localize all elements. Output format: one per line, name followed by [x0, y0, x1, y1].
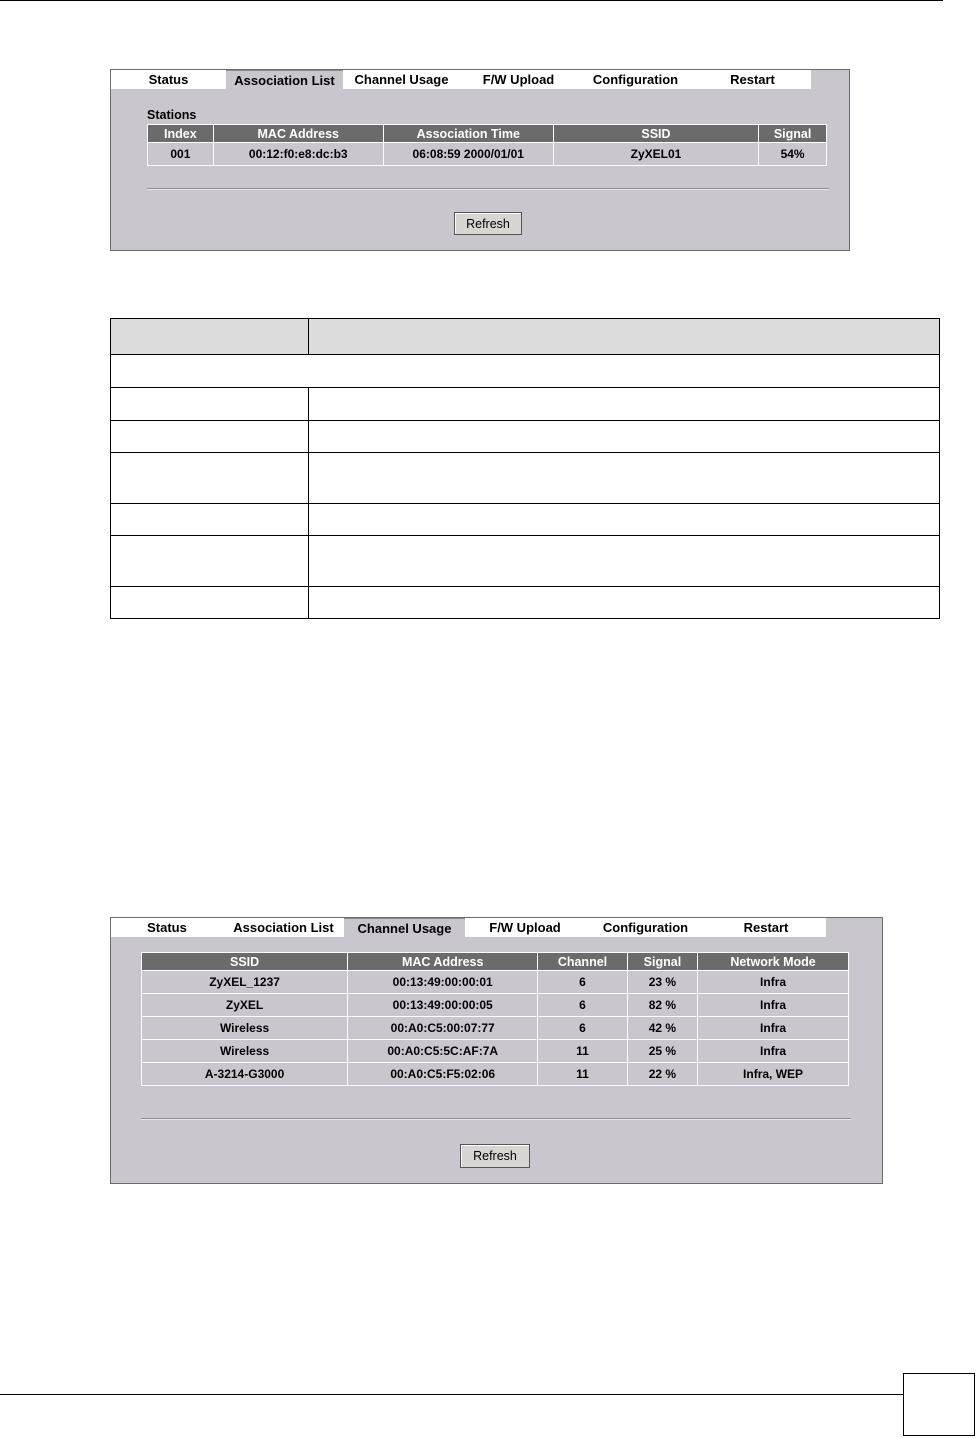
channel-usage-panel: [110, 917, 883, 1184]
tab-restart[interactable]: Restart: [694, 70, 811, 90]
tab-channel-usage[interactable]: Channel Usage: [344, 918, 465, 938]
table-cell: ZyXEL01: [554, 143, 758, 165]
table-cell: [308, 421, 939, 453]
association-list-panel: [110, 69, 850, 251]
tab-status[interactable]: Status: [111, 70, 226, 90]
table-cell: 6: [538, 994, 627, 1016]
table-row: [142, 994, 848, 1016]
table-cell: [308, 319, 939, 355]
tab-bar: [111, 70, 811, 90]
table-cell: Infra: [698, 994, 848, 1016]
tab-configuration[interactable]: Configuration: [585, 918, 706, 938]
tab-configuration[interactable]: Configuration: [577, 70, 694, 90]
table-row: [111, 587, 940, 619]
table-cell: 25 %: [628, 1040, 697, 1062]
tab-channel-usage[interactable]: Channel Usage: [343, 70, 460, 90]
table-cell: [111, 319, 309, 355]
refresh-button[interactable]: Refresh: [460, 1144, 530, 1168]
tab-fw-upload[interactable]: F/W Upload: [465, 918, 585, 938]
table-row: [142, 971, 848, 993]
table-cell: 82 %: [628, 994, 697, 1016]
table-header-row: [111, 319, 940, 355]
description-table: [110, 318, 940, 619]
table-cell: Wireless: [142, 1040, 347, 1062]
column-header: SSID: [554, 125, 758, 142]
table-cell: ZyXEL: [142, 994, 347, 1016]
table-cell: 6: [538, 1017, 627, 1039]
table-cell: 23 %: [628, 971, 697, 993]
column-header: Association Time: [384, 125, 553, 142]
column-header: MAC Address: [214, 125, 383, 142]
table-cell: Infra, WEP: [698, 1063, 848, 1085]
table-row: [111, 355, 940, 388]
table-cell: [111, 453, 309, 504]
table-row: [142, 1040, 848, 1062]
table-cell: [308, 587, 939, 619]
table-cell: 00:12:f0:e8:dc:b3: [214, 143, 383, 165]
table-row: [111, 504, 940, 536]
tab-association-list[interactable]: Association List: [223, 918, 344, 938]
table-cell: [111, 536, 309, 587]
table-row: [111, 453, 940, 504]
column-header: MAC Address: [348, 953, 537, 970]
column-header: Signal: [628, 953, 697, 970]
table-header-row: [148, 125, 826, 142]
column-header: Channel: [538, 953, 627, 970]
table-cell: [111, 587, 309, 619]
table-row: [142, 1017, 848, 1039]
table-row: [111, 421, 940, 453]
table-cell: [308, 504, 939, 536]
table-cell: 11: [538, 1063, 627, 1085]
table-cell: 22 %: [628, 1063, 697, 1085]
table-cell: A-3214-G3000: [142, 1063, 347, 1085]
tab-association-list[interactable]: Association List: [226, 70, 343, 90]
table-cell: 001: [148, 143, 213, 165]
table-cell: 00:13:49:00:00:01: [348, 971, 537, 993]
table-header-row: [142, 953, 848, 970]
stations-label: Stations: [147, 108, 197, 122]
table-cell: 00:A0:C5:00:07:77: [348, 1017, 537, 1039]
table-cell: [308, 388, 939, 421]
page-number-box: [903, 1373, 975, 1436]
table-cell: [308, 453, 939, 504]
table-cell: [111, 355, 940, 388]
refresh-button[interactable]: Refresh: [454, 212, 522, 235]
column-header: Network Mode: [698, 953, 848, 970]
table-cell: Infra: [698, 971, 848, 993]
table-row: [111, 536, 940, 587]
table-cell: 06:08:59 2000/01/01: [384, 143, 553, 165]
table-cell: [111, 504, 309, 536]
footer-rule: [0, 1394, 903, 1395]
table-cell: Infra: [698, 1017, 848, 1039]
divider: [147, 188, 829, 190]
tab-bar: [111, 918, 826, 938]
header-rule: [0, 0, 943, 1]
column-header: Index: [148, 125, 213, 142]
stations-table: [147, 124, 827, 166]
table-cell: 00:A0:C5:F5:02:06: [348, 1063, 537, 1085]
table-cell: 00:A0:C5:5C:AF:7A: [348, 1040, 537, 1062]
column-header: Signal: [759, 125, 826, 142]
table-cell: 42 %: [628, 1017, 697, 1039]
tab-status[interactable]: Status: [111, 918, 223, 938]
table-cell: [111, 421, 309, 453]
table-cell: [308, 536, 939, 587]
tab-fw-upload[interactable]: F/W Upload: [460, 70, 577, 90]
divider: [141, 1118, 851, 1120]
column-header: SSID: [142, 953, 347, 970]
table-cell: 54%: [759, 143, 826, 165]
channel-table: [141, 952, 849, 1086]
table-cell: 11: [538, 1040, 627, 1062]
table-row: [142, 1063, 848, 1085]
table-cell: Wireless: [142, 1017, 347, 1039]
table-row: [148, 143, 826, 165]
table-cell: ZyXEL_1237: [142, 971, 347, 993]
table-cell: [111, 388, 309, 421]
tab-restart[interactable]: Restart: [706, 918, 826, 938]
table-cell: Infra: [698, 1040, 848, 1062]
table-row: [111, 388, 940, 421]
table-cell: 6: [538, 971, 627, 993]
table-cell: 00:13:49:00:00:05: [348, 994, 537, 1016]
